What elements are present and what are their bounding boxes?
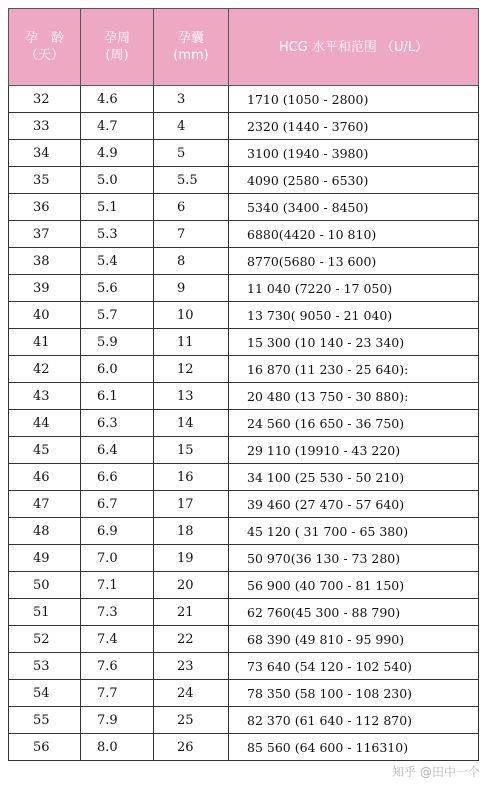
cell-gestational-week: 7.0	[81, 545, 154, 572]
cell-gestational-week: 5.7	[81, 302, 154, 329]
header-line: 孕囊	[177, 31, 204, 46]
cell-hcg-range: 62 760(45 300 - 88 790)	[229, 599, 479, 626]
table-row	[9, 194, 479, 221]
cell-gestational-week: 6.0	[81, 356, 154, 383]
cell-gestational-age: 56	[9, 734, 81, 761]
cell-hcg-range: 82 370 (61 640 - 112 870)	[229, 707, 479, 734]
cell-gestational-age: 46	[9, 464, 81, 491]
cell-gestational-week: 6.1	[81, 383, 154, 410]
table-row	[9, 302, 479, 329]
cell-gestational-sac: 8	[154, 248, 229, 275]
table-row	[9, 221, 479, 248]
table-row	[9, 653, 479, 680]
cell-gestational-sac: 11	[154, 329, 229, 356]
cell-gestational-age: 38	[9, 248, 81, 275]
header-gestational-age-days	[9, 9, 81, 86]
cell-hcg-range: 1710 (1050 - 2800)	[229, 86, 479, 113]
cell-gestational-sac: 16	[154, 464, 229, 491]
cell-gestational-week: 5.6	[81, 275, 154, 302]
table-row	[9, 707, 479, 734]
cell-gestational-age: 47	[9, 491, 81, 518]
cell-gestational-age: 32	[9, 86, 81, 113]
cell-gestational-sac: 23	[154, 653, 229, 680]
header-line: 孕周	[103, 31, 130, 46]
cell-gestational-age: 33	[9, 113, 81, 140]
cell-gestational-age: 45	[9, 437, 81, 464]
table-row	[9, 113, 479, 140]
header-gestational-week	[81, 9, 154, 86]
cell-gestational-sac: 3	[154, 86, 229, 113]
cell-gestational-sac: 20	[154, 572, 229, 599]
cell-hcg-range: 56 900 (40 700 - 81 150)	[229, 572, 479, 599]
watermark-text: 知乎 @田中一个	[392, 765, 480, 779]
cell-hcg-range: 5340 (3400 - 8450)	[229, 194, 479, 221]
cell-gestational-week: 4.9	[81, 140, 154, 167]
header-line: （天）	[24, 48, 64, 63]
table-row	[9, 518, 479, 545]
cell-gestational-week: 6.6	[81, 464, 154, 491]
cell-gestational-age: 42	[9, 356, 81, 383]
cell-hcg-range: 15 300 (10 140 - 23 340)	[229, 329, 479, 356]
cell-gestational-week: 5.9	[81, 329, 154, 356]
cell-gestational-age: 36	[9, 194, 81, 221]
header-line: (周)	[105, 48, 129, 63]
table-row	[9, 491, 479, 518]
cell-hcg-range: 16 870 (11 230 - 25 640):	[229, 356, 479, 383]
cell-gestational-sac: 7	[154, 221, 229, 248]
cell-gestational-age: 50	[9, 572, 81, 599]
cell-gestational-sac: 24	[154, 680, 229, 707]
cell-gestational-age: 39	[9, 275, 81, 302]
cell-gestational-sac: 18	[154, 518, 229, 545]
cell-gestational-sac: 25	[154, 707, 229, 734]
cell-gestational-week: 5.1	[81, 194, 154, 221]
cell-gestational-sac: 6	[154, 194, 229, 221]
cell-gestational-week: 8.0	[81, 734, 154, 761]
cell-gestational-week: 6.9	[81, 518, 154, 545]
cell-gestational-week: 7.4	[81, 626, 154, 653]
cell-hcg-range: 85 560 (64 600 - 116310)	[229, 734, 479, 761]
table-header-row	[9, 9, 479, 86]
cell-gestational-age: 48	[9, 518, 81, 545]
cell-hcg-range: 8770(5680 - 13 600)	[229, 248, 479, 275]
cell-gestational-sac: 12	[154, 356, 229, 383]
cell-gestational-age: 51	[9, 599, 81, 626]
table-row	[9, 275, 479, 302]
cell-hcg-range: 78 350 (58 100 - 108 230)	[229, 680, 479, 707]
cell-hcg-range: 45 120 ( 31 700 - 65 380)	[229, 518, 479, 545]
cell-gestational-age: 35	[9, 167, 81, 194]
cell-gestational-age: 34	[9, 140, 81, 167]
cell-gestational-age: 54	[9, 680, 81, 707]
cell-gestational-week: 6.4	[81, 437, 154, 464]
cell-gestational-sac: 17	[154, 491, 229, 518]
cell-gestational-sac: 9	[154, 275, 229, 302]
cell-gestational-age: 44	[9, 410, 81, 437]
table-row	[9, 383, 479, 410]
table-row	[9, 626, 479, 653]
table-row	[9, 140, 479, 167]
table-row	[9, 410, 479, 437]
cell-gestational-sac: 21	[154, 599, 229, 626]
cell-gestational-age: 41	[9, 329, 81, 356]
cell-gestational-sac: 14	[154, 410, 229, 437]
table-row	[9, 464, 479, 491]
cell-gestational-sac: 5.5	[154, 167, 229, 194]
cell-gestational-week: 6.3	[81, 410, 154, 437]
table-row	[9, 248, 479, 275]
cell-gestational-week: 7.7	[81, 680, 154, 707]
cell-hcg-range: 24 560 (16 650 - 36 750)	[229, 410, 479, 437]
cell-hcg-range: 50 970(36 130 - 73 280)	[229, 545, 479, 572]
cell-hcg-range: 4090 (2580 - 6530)	[229, 167, 479, 194]
cell-gestational-week: 6.7	[81, 491, 154, 518]
cell-gestational-sac: 26	[154, 734, 229, 761]
table-body	[9, 86, 479, 761]
header-line: HCG 水平和范围 （U/L）	[278, 39, 429, 55]
cell-gestational-sac: 4	[154, 113, 229, 140]
cell-hcg-range: 3100 (1940 - 3980)	[229, 140, 479, 167]
cell-hcg-range: 29 110 (19910 - 43 220)	[229, 437, 479, 464]
table-row	[9, 545, 479, 572]
cell-gestational-age: 37	[9, 221, 81, 248]
table-row	[9, 599, 479, 626]
header-line: (mm)	[173, 48, 209, 63]
cell-gestational-sac: 15	[154, 437, 229, 464]
cell-gestational-week: 4.6	[81, 86, 154, 113]
header-line: 孕 龄	[24, 31, 64, 46]
cell-gestational-week: 5.4	[81, 248, 154, 275]
table-row	[9, 572, 479, 599]
table-row	[9, 86, 479, 113]
cell-hcg-range: 68 390 (49 810 - 95 990)	[229, 626, 479, 653]
table-row	[9, 734, 479, 761]
cell-hcg-range: 13 730( 9050 - 21 040)	[229, 302, 479, 329]
cell-gestational-week: 7.6	[81, 653, 154, 680]
cell-gestational-week: 7.3	[81, 599, 154, 626]
cell-hcg-range: 39 460 (27 470 - 57 640)	[229, 491, 479, 518]
cell-gestational-sac: 19	[154, 545, 229, 572]
cell-hcg-range: 73 640 (54 120 - 102 540)	[229, 653, 479, 680]
cell-gestational-age: 52	[9, 626, 81, 653]
table-row	[9, 680, 479, 707]
cell-gestational-week: 5.3	[81, 221, 154, 248]
table-row	[9, 356, 479, 383]
table-row	[9, 167, 479, 194]
hcg-reference-table-container	[8, 8, 478, 761]
cell-gestational-age: 55	[9, 707, 81, 734]
table-row	[9, 437, 479, 464]
header-gestational-sac	[154, 9, 229, 86]
cell-gestational-sac: 5	[154, 140, 229, 167]
cell-gestational-age: 49	[9, 545, 81, 572]
cell-gestational-age: 53	[9, 653, 81, 680]
cell-gestational-week: 7.9	[81, 707, 154, 734]
cell-gestational-week: 7.1	[81, 572, 154, 599]
cell-gestational-week: 5.0	[81, 167, 154, 194]
cell-gestational-age: 43	[9, 383, 81, 410]
cell-gestational-age: 40	[9, 302, 81, 329]
hcg-reference-table	[8, 8, 479, 761]
cell-hcg-range: 34 100 (25 530 - 50 210)	[229, 464, 479, 491]
cell-hcg-range: 6880(4420 - 10 810)	[229, 221, 479, 248]
cell-gestational-sac: 10	[154, 302, 229, 329]
cell-gestational-week: 4.7	[81, 113, 154, 140]
cell-hcg-range: 11 040 (7220 - 17 050)	[229, 275, 479, 302]
table-row	[9, 329, 479, 356]
cell-hcg-range: 20 480 (13 750 - 30 880):	[229, 383, 479, 410]
cell-gestational-sac: 13	[154, 383, 229, 410]
header-hcg-range	[229, 9, 479, 86]
cell-hcg-range: 2320 (1440 - 3760)	[229, 113, 479, 140]
cell-gestational-sac: 22	[154, 626, 229, 653]
